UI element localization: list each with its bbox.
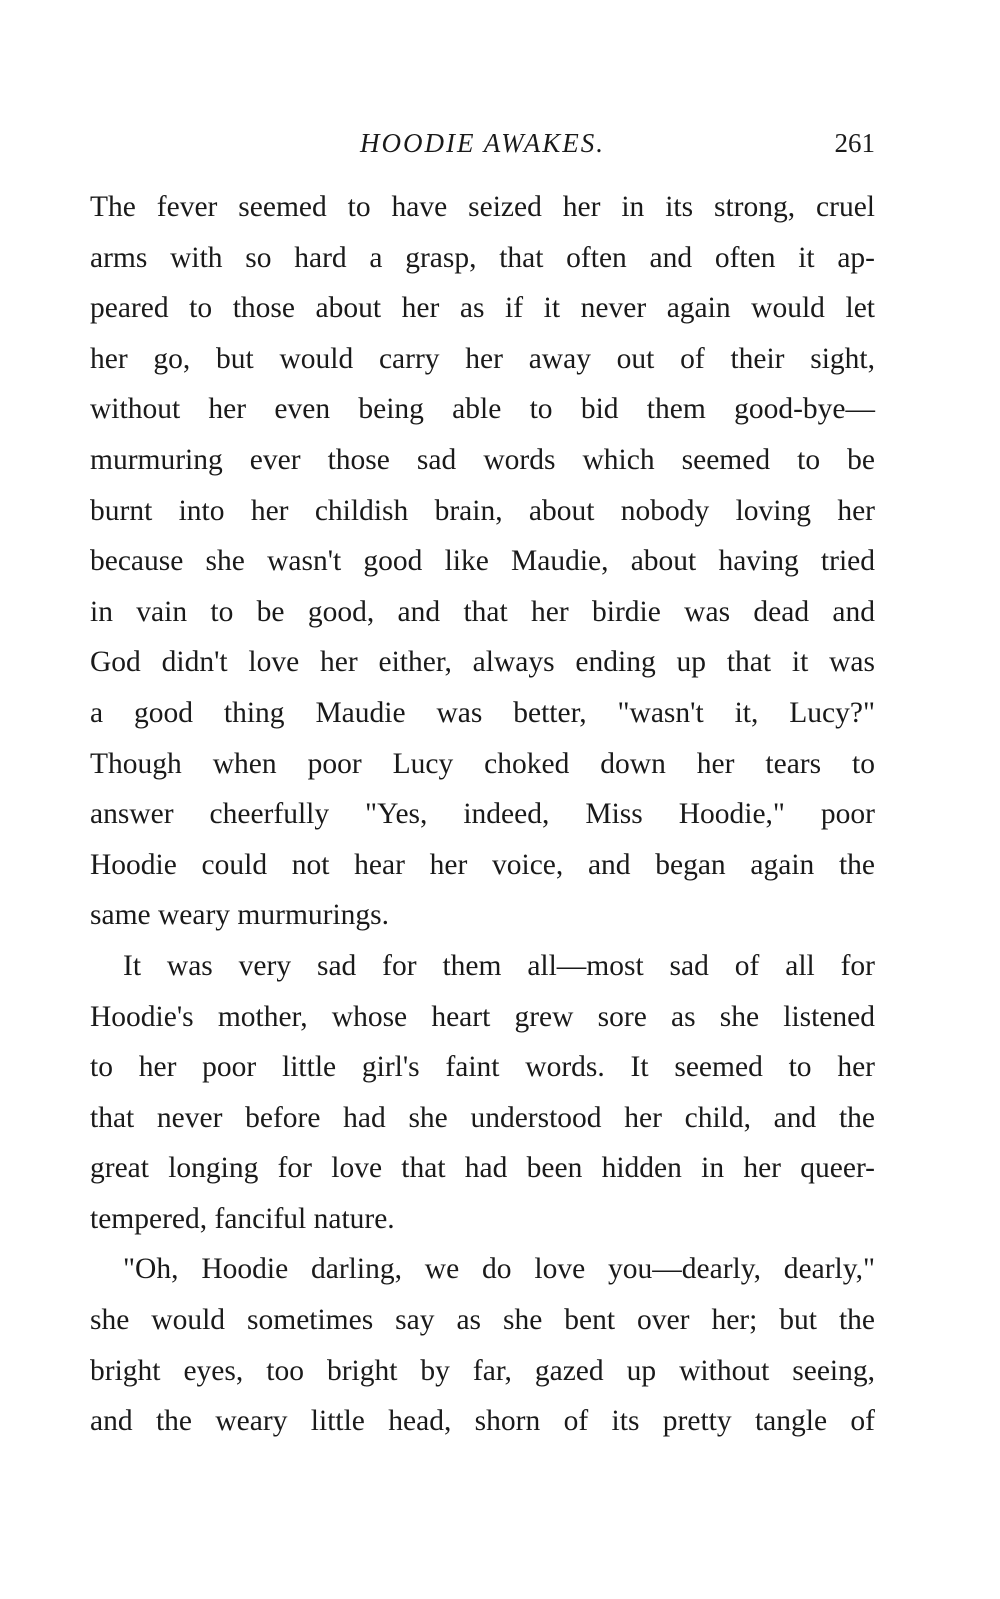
running-title: HOODIE AWAKES.: [359, 128, 606, 158]
text-line: answer cheerfully "Yes, indeed, Miss Hoodie," poor: [90, 798, 875, 831]
text-line: because she wasn't good like Maudie, about having tried: [90, 545, 875, 578]
text-line: arms with so hard a grasp, that often and often it ap-: [90, 241, 875, 274]
text-line: a good thing Maudie was better, "wasn't it, Lucy?": [90, 696, 875, 729]
text-line: It was very sad for them all—most sad of all for: [123, 949, 875, 982]
text-line: Hoodie could not hear her voice, and began again the: [90, 848, 875, 881]
text-line: burnt into her childish brain, about nobody loving her: [90, 494, 875, 527]
body-text: [90, 182, 875, 1447]
text-line: Though when poor Lucy choked down her tears to: [90, 747, 875, 780]
page-number: 261: [834, 128, 875, 158]
text-line: to her poor little girl's faint words. It seemed to her: [90, 1051, 875, 1084]
text-line: great longing for love that had been hidden in her queer-: [90, 1152, 875, 1185]
text-line: she would sometimes say as she bent over her; but the: [90, 1304, 875, 1337]
text-line: without her even being able to bid them good-bye—: [90, 393, 875, 426]
paragraph-3: [90, 1244, 875, 1446]
text-line: and the weary little head, shorn of its pretty tangle of: [90, 1405, 875, 1438]
text-line: that never before had she understood her child, and the: [90, 1101, 875, 1134]
text-line: Hoodie's mother, whose heart grew sore as she listened: [90, 1000, 875, 1033]
text-line: in vain to be good, and that her birdie was dead and: [90, 595, 875, 628]
text-line: God didn't love her either, always ending up that it was: [90, 646, 875, 679]
text-line: same weary murmurings.: [90, 899, 390, 932]
paragraph-2: [90, 941, 875, 1245]
text-line: her go, but would carry her away out of their sight,: [90, 342, 875, 375]
text-line: murmuring ever those sad words which seemed to be: [90, 443, 875, 476]
text-line: tempered, fanciful nature.: [90, 1202, 395, 1235]
running-head: [90, 128, 875, 168]
text-line: bright eyes, too bright by far, gazed up without seeing,: [90, 1354, 875, 1387]
paragraph-1: [90, 182, 875, 941]
text-line: peared to those about her as if it never again would let: [90, 292, 875, 325]
text-line: "Oh, Hoodie darling, we do love you—dearly, dearly,": [123, 1253, 875, 1286]
text-line: The fever seemed to have seized her in its strong, cruel: [90, 191, 875, 223]
